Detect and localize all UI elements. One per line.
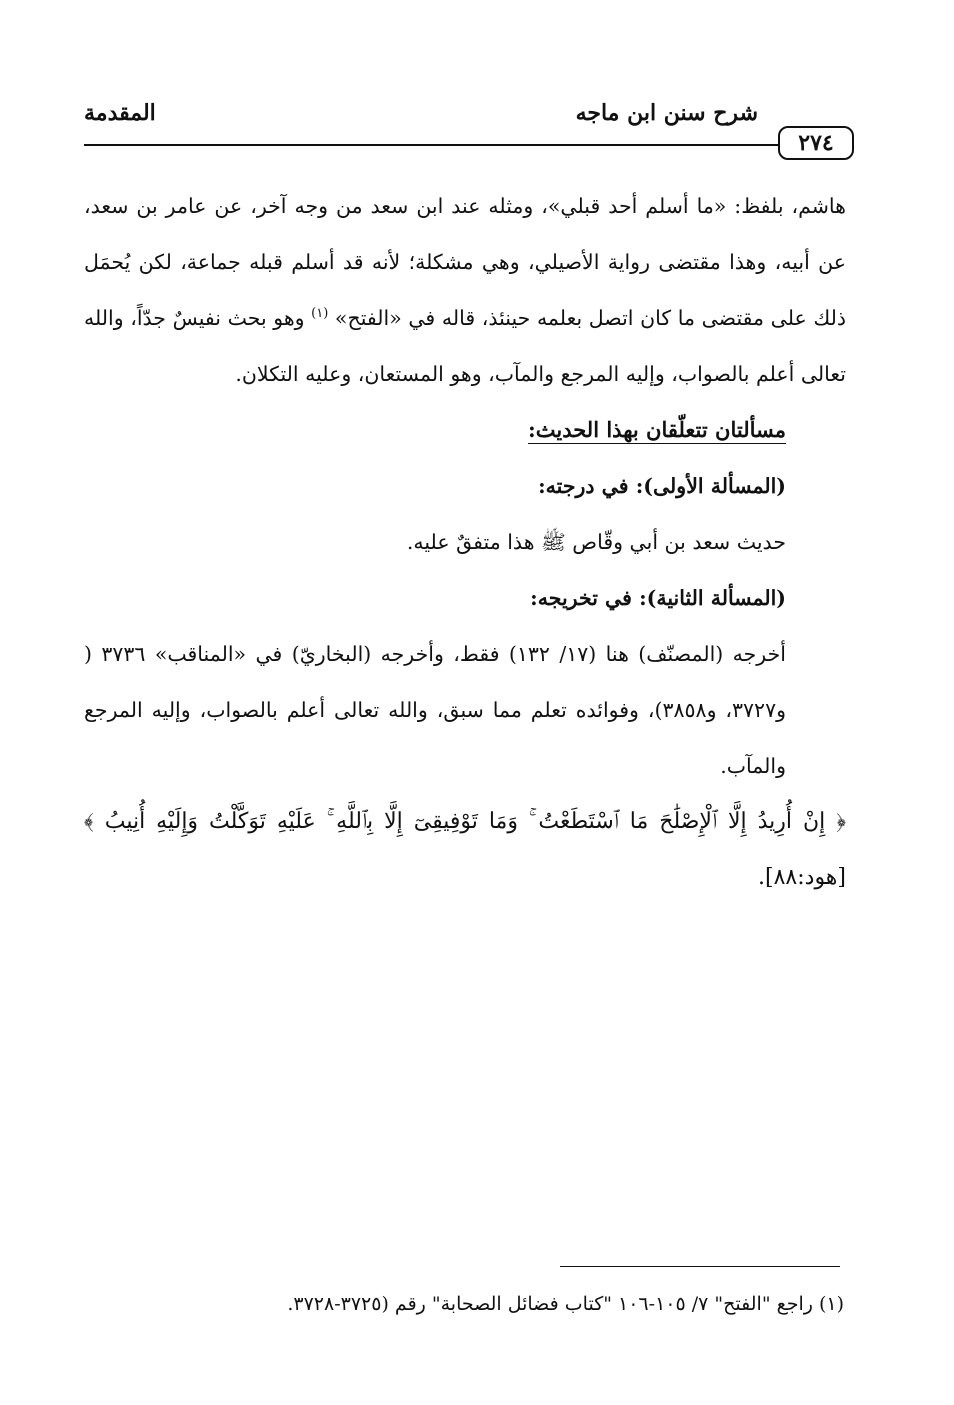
paragraph <box>84 178 846 402</box>
question-1-label: (المسألة الأولى): في درجته: <box>538 474 786 498</box>
book-title: شرح سنن ابن ماجه <box>575 100 758 126</box>
section-title: المقدمة <box>84 100 156 126</box>
footnote: (١) راجع "الفتح" ٧/ ١٠٥-١٠٦ "كتاب فضائل الصحابة" رقم (٣٧٢٥-٣٧٢٨. <box>287 1293 844 1315</box>
page-body <box>84 178 846 906</box>
quran-text: ﴿ إِنْ أُرِيدُ إِلَّا ٱلْإِصْلَٰحَ مَا ٱسْتَطَعْتُ ۚ وَمَا تَوْفِيقِىٓ إِلَّا بِٱللَّهِ ۚ عَلَيْهِ تَوَكَّلْتُ وَإِلَيْهِ أُنِيبُ ﴾ <box>84 809 846 834</box>
paragraph-text: هاشم، بلفظ: «ما أسلم أحد قبلي»، ومثله عند ابن سعد من وجه آخر، عن عامر بن سعد، عن أبيه، وهذا مقتضى رواية الأصيلي، وهي مشكلة؛ لأنه قد أسلم قبله جماعة، لكن يُحمَل ذلك على مقتضى ما كان اتصل بعلمه حينئذ، قاله في «الفتح» <box>84 194 846 330</box>
footnote-rule <box>560 1266 840 1267</box>
question-1-text: حديث سعد بن أبي وقّاص ﷺ هذا متفقٌ عليه. <box>406 530 786 554</box>
header-rule <box>84 144 778 146</box>
page-header <box>84 98 854 158</box>
question-2-text: أخرجه (المصنّف) هنا (١٧/ ١٣٢) فقط، وأخرجه (البخاريّ) في «المناقب» ٣٧٣٦ ( و٣٧٢٧، و٣٨٥٨)، وفوائده تعلم مما سبق، والله تعالى أعلم بالصواب، وإليه المرجع والمآب. <box>84 642 786 778</box>
page-number: ٢٧٤ <box>778 126 854 160</box>
paragraph-text-end: وهو بحث نفيسٌ جدّاً، والله تعالى أعلم بالصواب، وإليه المرجع والمآب، وهو المستعان، وعليه التكلان. <box>84 306 846 386</box>
footnote-ref: (١) <box>311 306 329 322</box>
quran-verse <box>84 794 846 906</box>
quran-reference: [هود:٨٨]. <box>758 865 846 890</box>
section-heading: مسألتان تتعلّقان بهذا الحديث: <box>528 417 786 442</box>
question-2-label: (المسألة الثانية): في تخريجه: <box>530 586 786 610</box>
